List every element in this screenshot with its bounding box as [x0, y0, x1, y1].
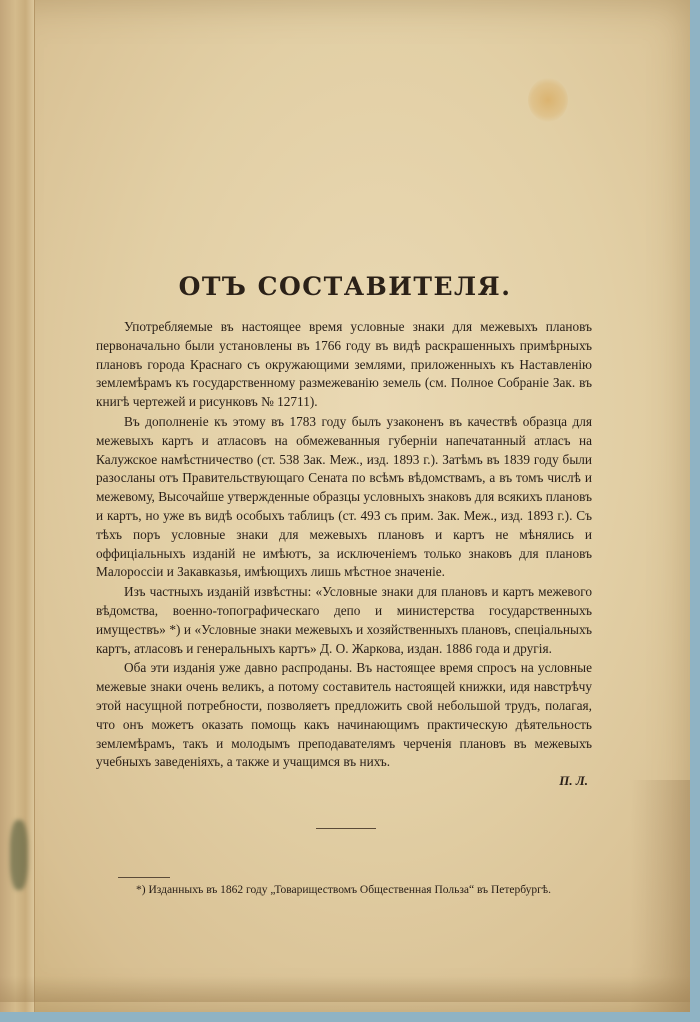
paragraph-1: Употребляемые въ настоящее время условные знаки для межевыхъ плановъ первоначально были установлены въ 1766 году въ видѣ раскрашенныхъ примѣрныхъ плановъ города Краснаго съ окружающими землями, приложенныхъ къ Наставленію землемѣрамъ къ государственному размежеванію земель (см. Полное Собраніе Зак. въ книгѣ чертежей и рисунковъ № 12711). — [96, 319, 592, 410]
paragraph-4: Оба эти изданія уже давно распроданы. Въ настоящее время спросъ на условные межевые знаки очень великъ, а потому составитель настоящей книжки, идя навстрѣчу этой насущной потребности, позволяетъ предложить свой небольшой трудъ, полагая, что онъ можетъ оказать помощь какъ начинающимъ практическую дѣятельность землемѣрамъ, такъ и молодымъ преподавателямъ черченія плановъ въ межевыхъ учебныхъ заведеніяхъ, а также и учащимся въ нихъ. — [96, 660, 592, 770]
section-divider — [316, 828, 376, 829]
binding-stain — [10, 820, 28, 890]
page-title: ОТЪ СОСТАВИТЕЛЯ. — [178, 272, 512, 301]
paragraph-2: Въ дополненіе къ этому въ 1783 году былъ узаконенъ въ качествѣ образца для межевыхъ картъ и атласовъ на обмежеванныя губерніи напечатанный атласъ на Калужское намѣстничество (ст. 538 Зак. Меж., изд. 1893 г.). Затѣмъ въ 1839 году были разосланы отъ Правительствующаго Сената по всѣмъ вѣдомствамъ, а въ томъ числѣ и межевому, Высочайше утвержденные образцы условныхъ знаковъ для всякихъ плановъ и картъ, но уже въ видѣ особыхъ таблицъ (ст. 493 съ прим. Зак. Меж., изд. 1893 г.). Съ тѣхъ поръ условные знаки для межевыхъ плановъ и картъ не мѣнялись и оффиціальныхъ изданій не имѣютъ, за исключеніемъ только знаковъ для плановъ Малороссіи и Закавказья, имѣющихъ лишь мѣстное значеніе. — [96, 413, 592, 580]
stain-spot — [528, 78, 568, 122]
footnote: *) Изданныхъ въ 1862 году „Товариществомъ Общественная Польза“ въ Петербургѣ. — [136, 884, 551, 896]
footnote-rule — [118, 877, 170, 878]
paragraph-3: Изъ частныхъ изданій извѣстны: «Условные знаки для плановъ и картъ межевого вѣдомства, военно-топографическаго депо и министерства государственныхъ имуществъ» *) и «Условные знаки межевыхъ и хозяйственныхъ плановъ, спеціальныхъ картъ, атласовъ и генеральныхъ картъ» Д. О. Жаркова, издан. 1886 года и другія. — [96, 584, 592, 656]
preface-text — [96, 318, 592, 791]
author-signature: П. Л. — [559, 773, 588, 789]
spine-binding — [0, 0, 35, 1012]
bottom-edge-wear — [0, 976, 690, 1002]
